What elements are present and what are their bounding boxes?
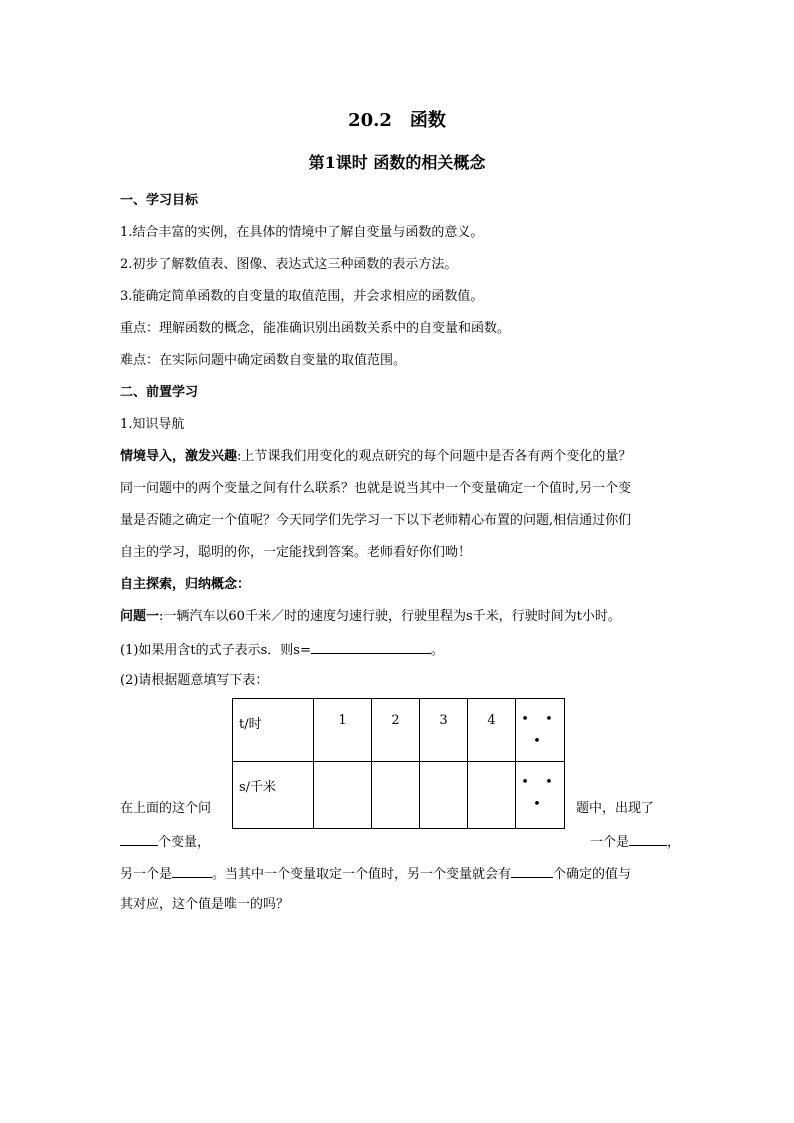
comma-text: ，: [667, 835, 681, 850]
table-cell: [314, 699, 372, 762]
sub-heading-navigation: 1.知识导航: [120, 417, 185, 432]
intro-text: :上节课我们用变化的观点研究的每个问题中是否各有两个变化的量？: [237, 449, 632, 464]
table-cell: [516, 762, 565, 829]
table-answer-cell[interactable]: [468, 762, 516, 829]
row-header-time: t/时: [239, 717, 262, 732]
paragraph-right-fragment: 题中，出现了: [576, 801, 655, 816]
variable-count-text: 个变量，: [158, 835, 211, 850]
intro-paragraph-line: 自主的学习，聪明的你，一定能找到答案。老师看好你们呦！: [120, 545, 472, 560]
page-subtitle: 第1课时 函数的相关概念: [308, 153, 486, 172]
goal-item: 3.能确定简单函数的自变量的取值范围，并会求相应的函数值。: [120, 289, 484, 304]
paragraph-end-text: 个确定的值与: [553, 867, 632, 882]
intro-paragraph-line: 同一问题中的两个变量之间有什么联系？也就是说当其中一个变量确定一个值时,另一个变: [120, 481, 632, 496]
difficulty-point: 难点：在实际问题中确定函数自变量的取值范围。: [120, 353, 407, 368]
page-title: 20.2 函数: [348, 110, 446, 131]
explore-heading: 自主探索，归纳概念：: [120, 577, 251, 592]
table-cell: [420, 699, 468, 762]
time-value: 3: [439, 713, 448, 728]
paragraph-left-fragment: 在上面的这个问: [120, 801, 212, 816]
question-two: (2)请根据题意填写下表：: [120, 673, 269, 688]
paragraph-line: [120, 864, 631, 884]
answer-blank[interactable]: [629, 832, 667, 846]
row-header-distance: s/千米: [239, 780, 277, 795]
section-heading-prestudy: 二、前置学习: [120, 385, 199, 400]
time-value: 2: [391, 713, 400, 728]
paragraph-middle-text: 。当其中一个变量取定一个值时，另一个变量就会有: [212, 867, 512, 882]
table-answer-cell[interactable]: [372, 762, 420, 829]
answer-blank[interactable]: [511, 864, 553, 878]
one-is-text: 一个是: [590, 835, 630, 850]
goal-item: 2.初步了解数值表、图像、表达式这三种函数的表示方法。: [120, 257, 458, 272]
table-cell: [233, 699, 314, 762]
paragraph-right-fragment: [590, 832, 680, 852]
other-is-text: 另一个是: [120, 867, 173, 882]
answer-blank[interactable]: [311, 640, 431, 654]
table-answer-cell[interactable]: [420, 762, 468, 829]
problem-line: [120, 608, 621, 626]
table-cell: [468, 699, 516, 762]
intro-paragraph-line: [120, 448, 631, 466]
answer-blank[interactable]: [172, 864, 212, 878]
question-one-text: (1)如果用含t的式子表示s．则s=: [120, 643, 311, 658]
paragraph-left-fragment: [120, 832, 210, 852]
question-one-end: 。: [430, 643, 444, 658]
table-row: [233, 762, 565, 829]
intro-paragraph-line: 量是否随之确定一个值呢？今天同学们先学习一下以下老师精心布置的问题,相信通过你们: [120, 513, 632, 528]
ellipsis-dots: • • •: [521, 712, 559, 749]
data-table: [232, 698, 565, 829]
table-answer-cell[interactable]: [314, 762, 372, 829]
goal-item: 1.结合丰富的实例，在具体的情境中了解自变量与函数的意义。: [120, 225, 484, 240]
question-one: [120, 640, 444, 660]
table-row: [233, 699, 565, 762]
section-heading-goals: 一、学习目标: [120, 193, 199, 208]
table-cell: [516, 699, 565, 762]
time-value: 4: [487, 713, 496, 728]
key-point: 重点：理解函数的概念，能准确识别出函数关系中的自变量和函数。: [120, 321, 511, 336]
time-value: 1: [338, 713, 347, 728]
intro-label: 情境导入，激发兴趣: [120, 449, 238, 464]
ellipsis-dots: • • •: [521, 775, 559, 812]
problem-text: :一辆汽车以60千米／时的速度匀速行驶，行驶里程为s千米，行驶时间为t小时。: [159, 609, 621, 624]
table-cell: [372, 699, 420, 762]
paragraph-line: 其对应，这个值是唯一的吗？: [120, 897, 290, 912]
problem-label: 问题一: [120, 609, 160, 624]
answer-blank[interactable]: [120, 832, 158, 846]
table-cell: [233, 762, 314, 829]
